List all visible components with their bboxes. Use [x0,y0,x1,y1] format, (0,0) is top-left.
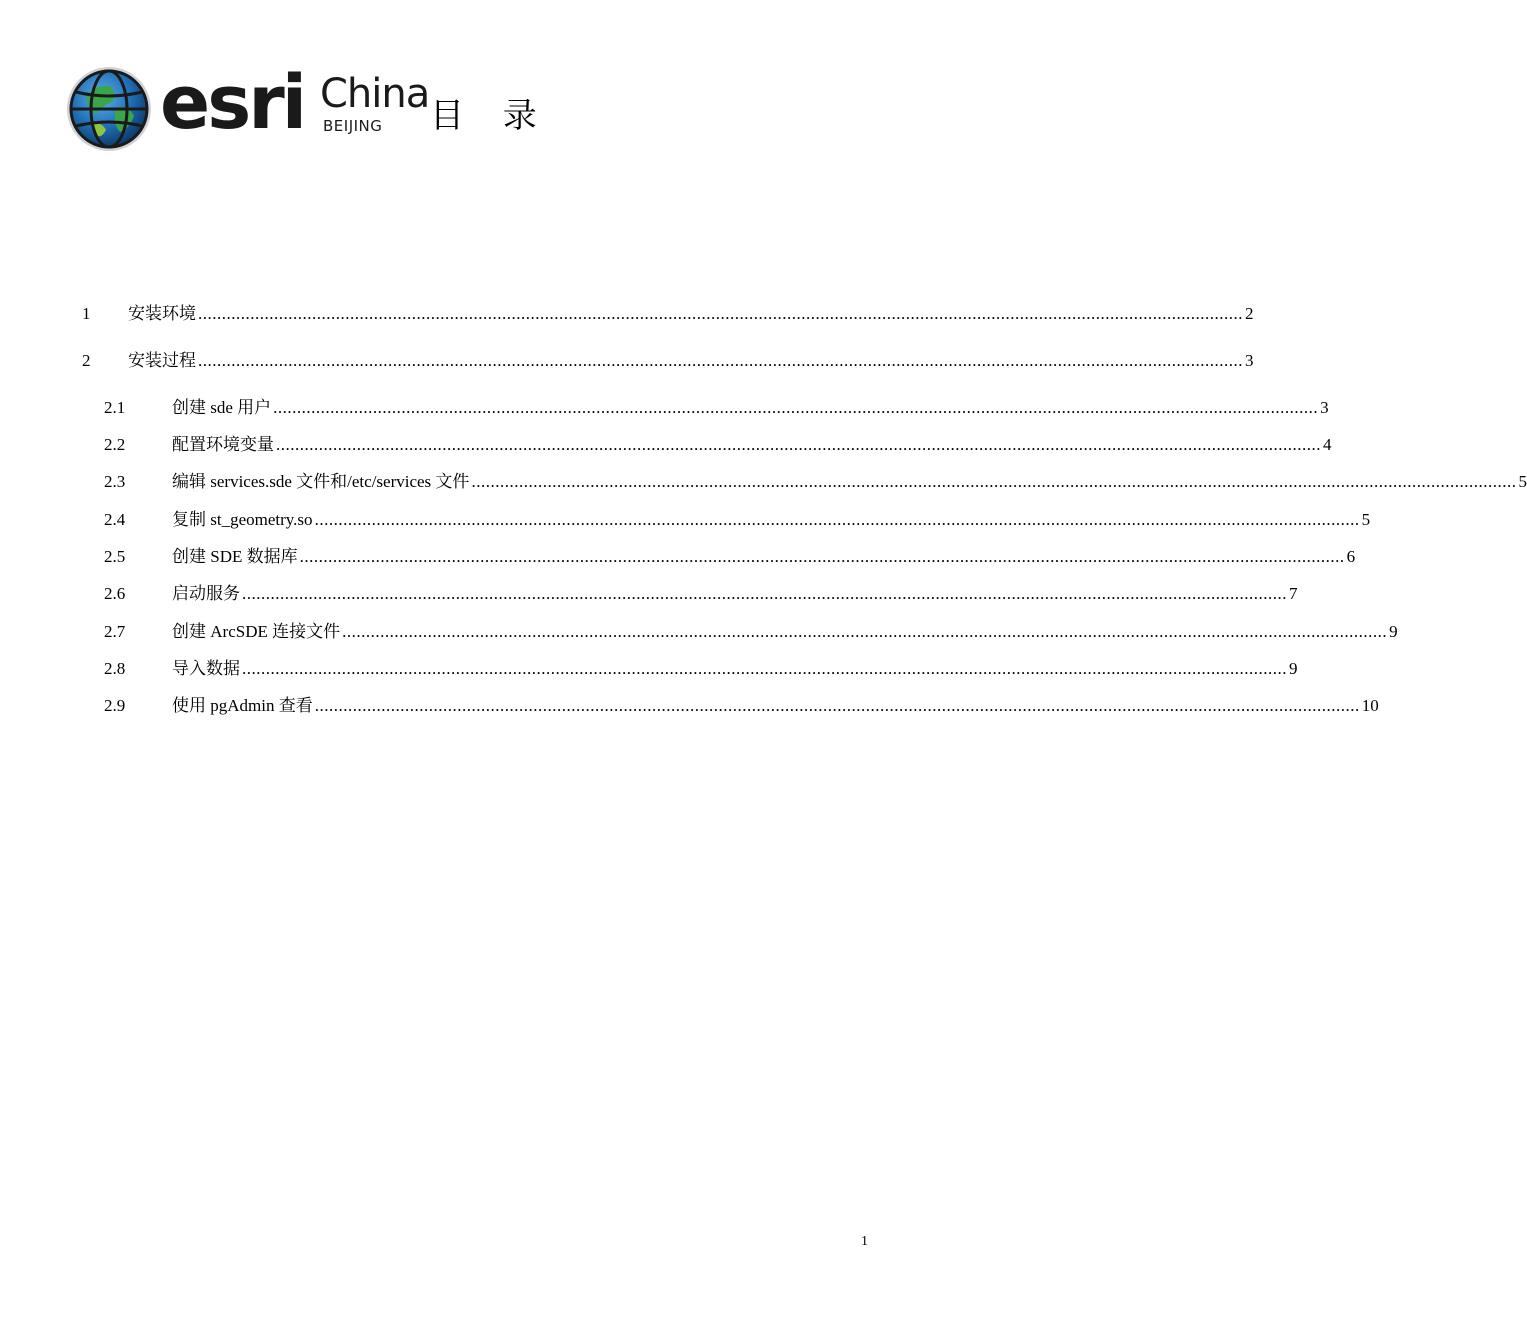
toc-leader-dots: ............................................................................................................................................................................................................................ [276,435,1321,454]
toc-entry-page: 9 [1289,659,1298,678]
toc-entry-number: 2 [82,351,91,370]
toc-title: 目 录 [430,96,551,136]
toc-entry-label: 编辑 services.sde 文件和/etc/services 文件 [172,472,470,491]
toc-leader-dots: ............................................................................................................................................................................................................................ [273,398,1319,417]
city-wordmark: BEIJING [323,117,383,135]
toc-entry-number: 1 [82,304,91,323]
toc-entry[interactable] [0,395,1329,421]
toc-entry-page: 2 [1245,304,1254,323]
toc-entry-page: 3 [1245,351,1254,370]
toc-leader-dots: ............................................................................................................................................................................................................................ [471,472,1517,491]
toc-entry-label: 配置环境变量 [172,435,274,454]
toc-entry[interactable] [0,469,1527,495]
toc-leader-dots: ............................................................................................................................................................................................................................ [242,584,1287,603]
toc-entry-label: 导入数据 [172,659,240,678]
toc-leader-dots: ............................................................................................................................................................................................................................ [198,351,1243,370]
toc-entry-number: 2.9 [104,696,126,715]
toc-entry-page: 5 [1518,472,1527,491]
page-number: 1 [861,1234,868,1249]
region-wordmark: China [320,71,430,117]
toc-entry[interactable] [0,432,1332,458]
toc-entry-page: 7 [1289,584,1298,603]
toc-leader-dots: ............................................................................................................................................................................................................................ [242,659,1287,678]
globe-icon [66,66,152,152]
toc-entry-label: 复制 st_geometry.so [172,510,313,529]
toc-entry[interactable] [0,693,1379,719]
toc-leader-dots: ............................................................................................................................................................................................................................ [314,696,1360,715]
toc-entry[interactable] [0,301,1254,327]
toc-entry-page: 10 [1361,696,1379,715]
toc-entry-label: 安装环境 [128,304,196,324]
toc-leader-dots: ............................................................................................................................................................................................................................ [342,622,1388,641]
esri-china-logo [66,62,446,162]
toc-entry-page: 3 [1320,398,1329,417]
toc-leader-dots: ............................................................................................................................................................................................................................ [198,304,1243,323]
toc-entry-page: 6 [1346,547,1356,566]
toc-entry-number: 2.8 [104,659,126,678]
toc-entry-label: 使用 pgAdmin 查看 [172,696,313,715]
toc-entry[interactable] [0,656,1298,682]
brand-wordmark: esri [160,60,305,146]
toc-entry-number: 2.1 [104,398,126,417]
toc-entry-label: 创建 SDE 数据库 [172,547,298,566]
toc-entry[interactable] [0,348,1254,374]
toc-leader-dots: ............................................................................................................................................................................................................................ [299,547,1345,566]
toc-entry[interactable] [0,544,1356,570]
toc-entry[interactable] [0,581,1298,607]
toc-entry-page: 9 [1389,622,1398,641]
toc-entry-number: 2.4 [104,510,126,529]
toc-entry-page: 4 [1323,435,1332,454]
toc-entry[interactable] [0,619,1398,645]
toc-entry-label: 安装过程 [128,351,196,371]
toc-entry-number: 2.5 [104,547,126,566]
toc-entry[interactable] [0,507,1371,533]
toc-entry-label: 创建 ArcSDE 连接文件 [172,622,341,641]
toc-entry-number: 2.7 [104,622,126,641]
toc-entry-label: 启动服务 [172,584,240,603]
toc-entry-number: 2.3 [104,472,126,491]
toc-leader-dots: ............................................................................................................................................................................................................................ [314,510,1360,529]
toc-entry-number: 2.2 [104,435,126,454]
toc-entry-number: 2.6 [104,584,126,603]
toc-entry-page: 5 [1361,510,1371,529]
toc-entry-label: 创建 sde 用户 [172,398,272,417]
